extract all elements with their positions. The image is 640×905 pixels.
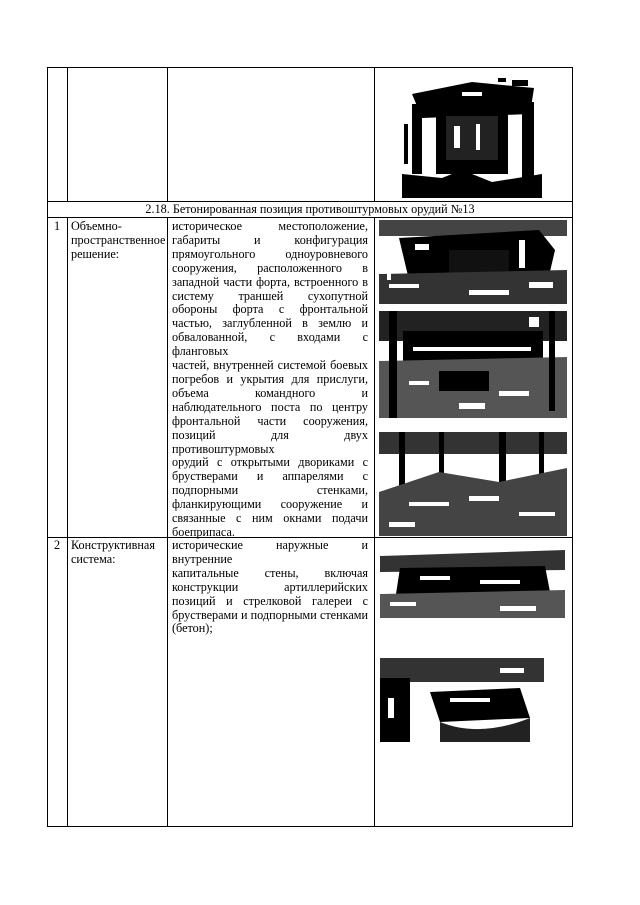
column-divider bbox=[67, 217, 68, 826]
photo-overgrown-concrete bbox=[380, 546, 565, 618]
heritage-table bbox=[47, 67, 573, 827]
column-divider bbox=[374, 217, 375, 826]
row-divider bbox=[48, 217, 572, 218]
row-description: исторические наружные и внутренние капитальные стены, включая конструкции артиллерийских позиций и стрелковой галереи с брустверами и подпорными стенками (бетон); bbox=[172, 538, 368, 636]
column-divider bbox=[374, 68, 375, 202]
photo-fortification-wall bbox=[379, 311, 567, 418]
row-description: историческое местоположение, габариты и конфигурация прямоугольного одноуровневого сооружения, расположенного в западной части форта, встроенного в систему траншей сухопутной обороны форта с фронтальной частью, заглубленной в землю и обвалованной, с входами с фланговых частей, внутренней системой боевых погребов и укрытия для прислуги, объема командного и наблюдательного поста по центру фронтальной части сооружения, позиций для двух противоштурмовых орудий с открытыми двориками с брустверами и аппарелями с подпорными стенками, фланкирующими сооружение и связанные с ним окнами подачи боеприпаса. bbox=[172, 219, 368, 539]
column-divider bbox=[167, 217, 168, 826]
photo-bunker-entrance bbox=[402, 74, 542, 198]
column-divider bbox=[167, 68, 168, 202]
row-number: 1 bbox=[54, 219, 61, 233]
photo-casemate-opening bbox=[379, 220, 567, 304]
section-title: 2.18. Бетонированная позиция противоштурмовых орудий №13 bbox=[145, 202, 475, 216]
photo-gun-position bbox=[380, 658, 544, 742]
photo-forest-embankment bbox=[379, 432, 567, 536]
row-label: Объемно- пространственное решение: bbox=[71, 219, 166, 261]
row-number: 2 bbox=[54, 538, 61, 552]
column-divider bbox=[67, 68, 68, 202]
row-label: Конструктивная система: bbox=[71, 538, 155, 566]
